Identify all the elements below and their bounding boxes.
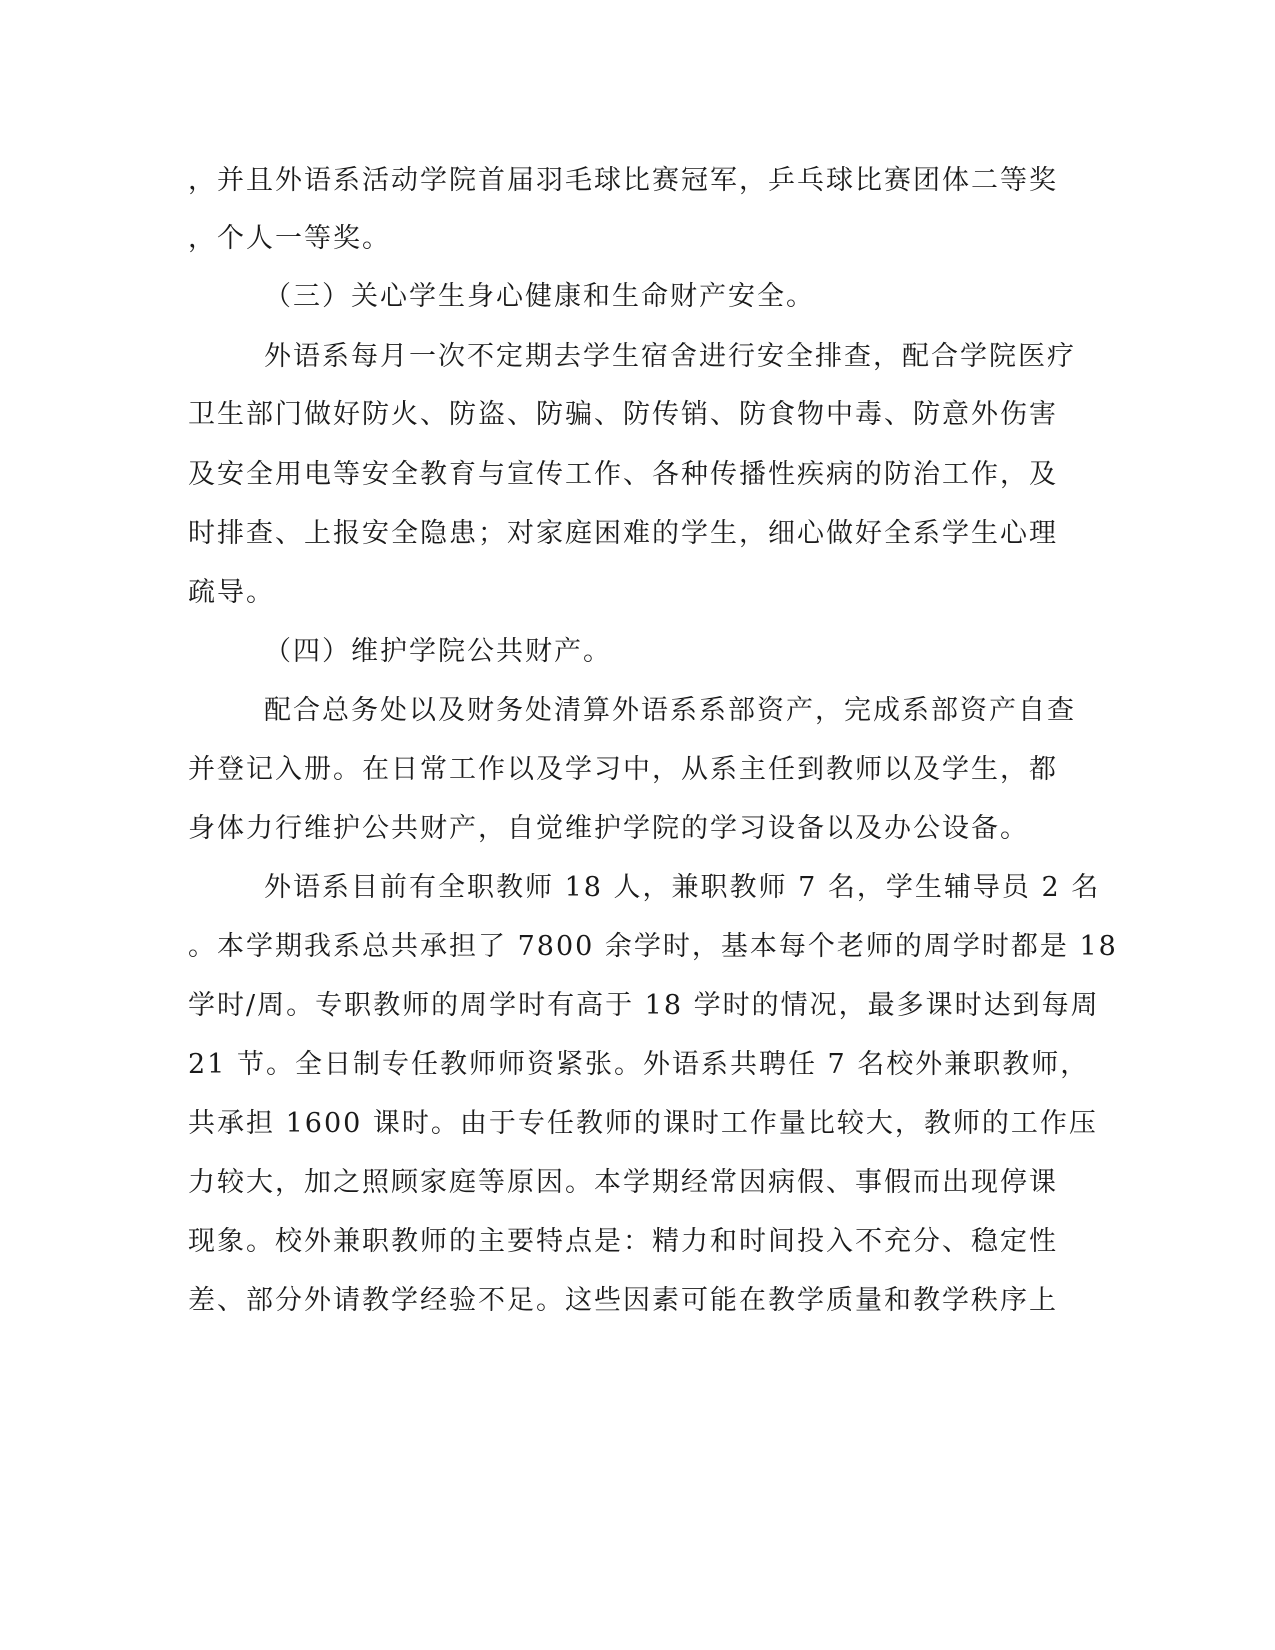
text-line: 现象。校外兼职教师的主要特点是：精力和时间投入不充分、稳定性 <box>188 1226 1058 1257</box>
text-line: 卫生部门做好防火、防盗、防骗、防传销、防食物中毒、防意外伤害 <box>188 399 1058 430</box>
text-line: 并登记入册。在日常工作以及学习中，从系主任到教师以及学生，都 <box>188 754 1058 785</box>
text-line: ，并且外语系活动学院首届羽毛球比赛冠军，乒乓球比赛团体二等奖 <box>188 165 1058 196</box>
text-line: 。本学期我系总共承担了 7800 余学时，基本每个老师的周学时都是 18 <box>188 931 1118 962</box>
text-line: ，个人一等奖。 <box>188 223 391 254</box>
text-line: 及安全用电等安全教育与宣传工作、各种传播性疾病的防治工作，及 <box>188 459 1058 490</box>
text-line: 差、部分外请教学经验不足。这些因素可能在教学质量和教学秩序上 <box>188 1285 1058 1316</box>
text-line: 外语系每月一次不定期去学生宿舍进行安全排查，配合学院医疗 <box>264 341 1076 372</box>
text-line: 时排查、上报安全隐患；对家庭困难的学生，细心做好全系学生心理 <box>188 518 1058 549</box>
text-line: 身体力行维护公共财产，自觉维护学院的学习设备以及办公设备。 <box>188 813 1029 844</box>
text-line: 21 节。全日制专任教师师资紧张。外语系共聘任 7 名校外兼职教师， <box>188 1049 1090 1080</box>
section-heading: （三）关心学生身心健康和生命财产安全。 <box>264 281 815 312</box>
text-line: 疏导。 <box>188 577 275 608</box>
text-line: 力较大，加之照顾家庭等原因。本学期经常因病假、事假而出现停课 <box>188 1167 1058 1198</box>
section-heading: （四）维护学院公共财产。 <box>264 636 612 667</box>
text-line: 共承担 1600 课时。由于专任教师的课时工作量比较大，教师的工作压 <box>188 1108 1098 1139</box>
text-line: 外语系目前有全职教师 18 人，兼职教师 7 名，学生辅导员 2 名 <box>264 872 1101 903</box>
text-line: 学时/周。专职教师的周学时有高于 18 学时的情况，最多课时达到每周 <box>188 990 1100 1021</box>
text-line: 配合总务处以及财务处清算外语系系部资产，完成系部资产自查 <box>264 695 1076 726</box>
